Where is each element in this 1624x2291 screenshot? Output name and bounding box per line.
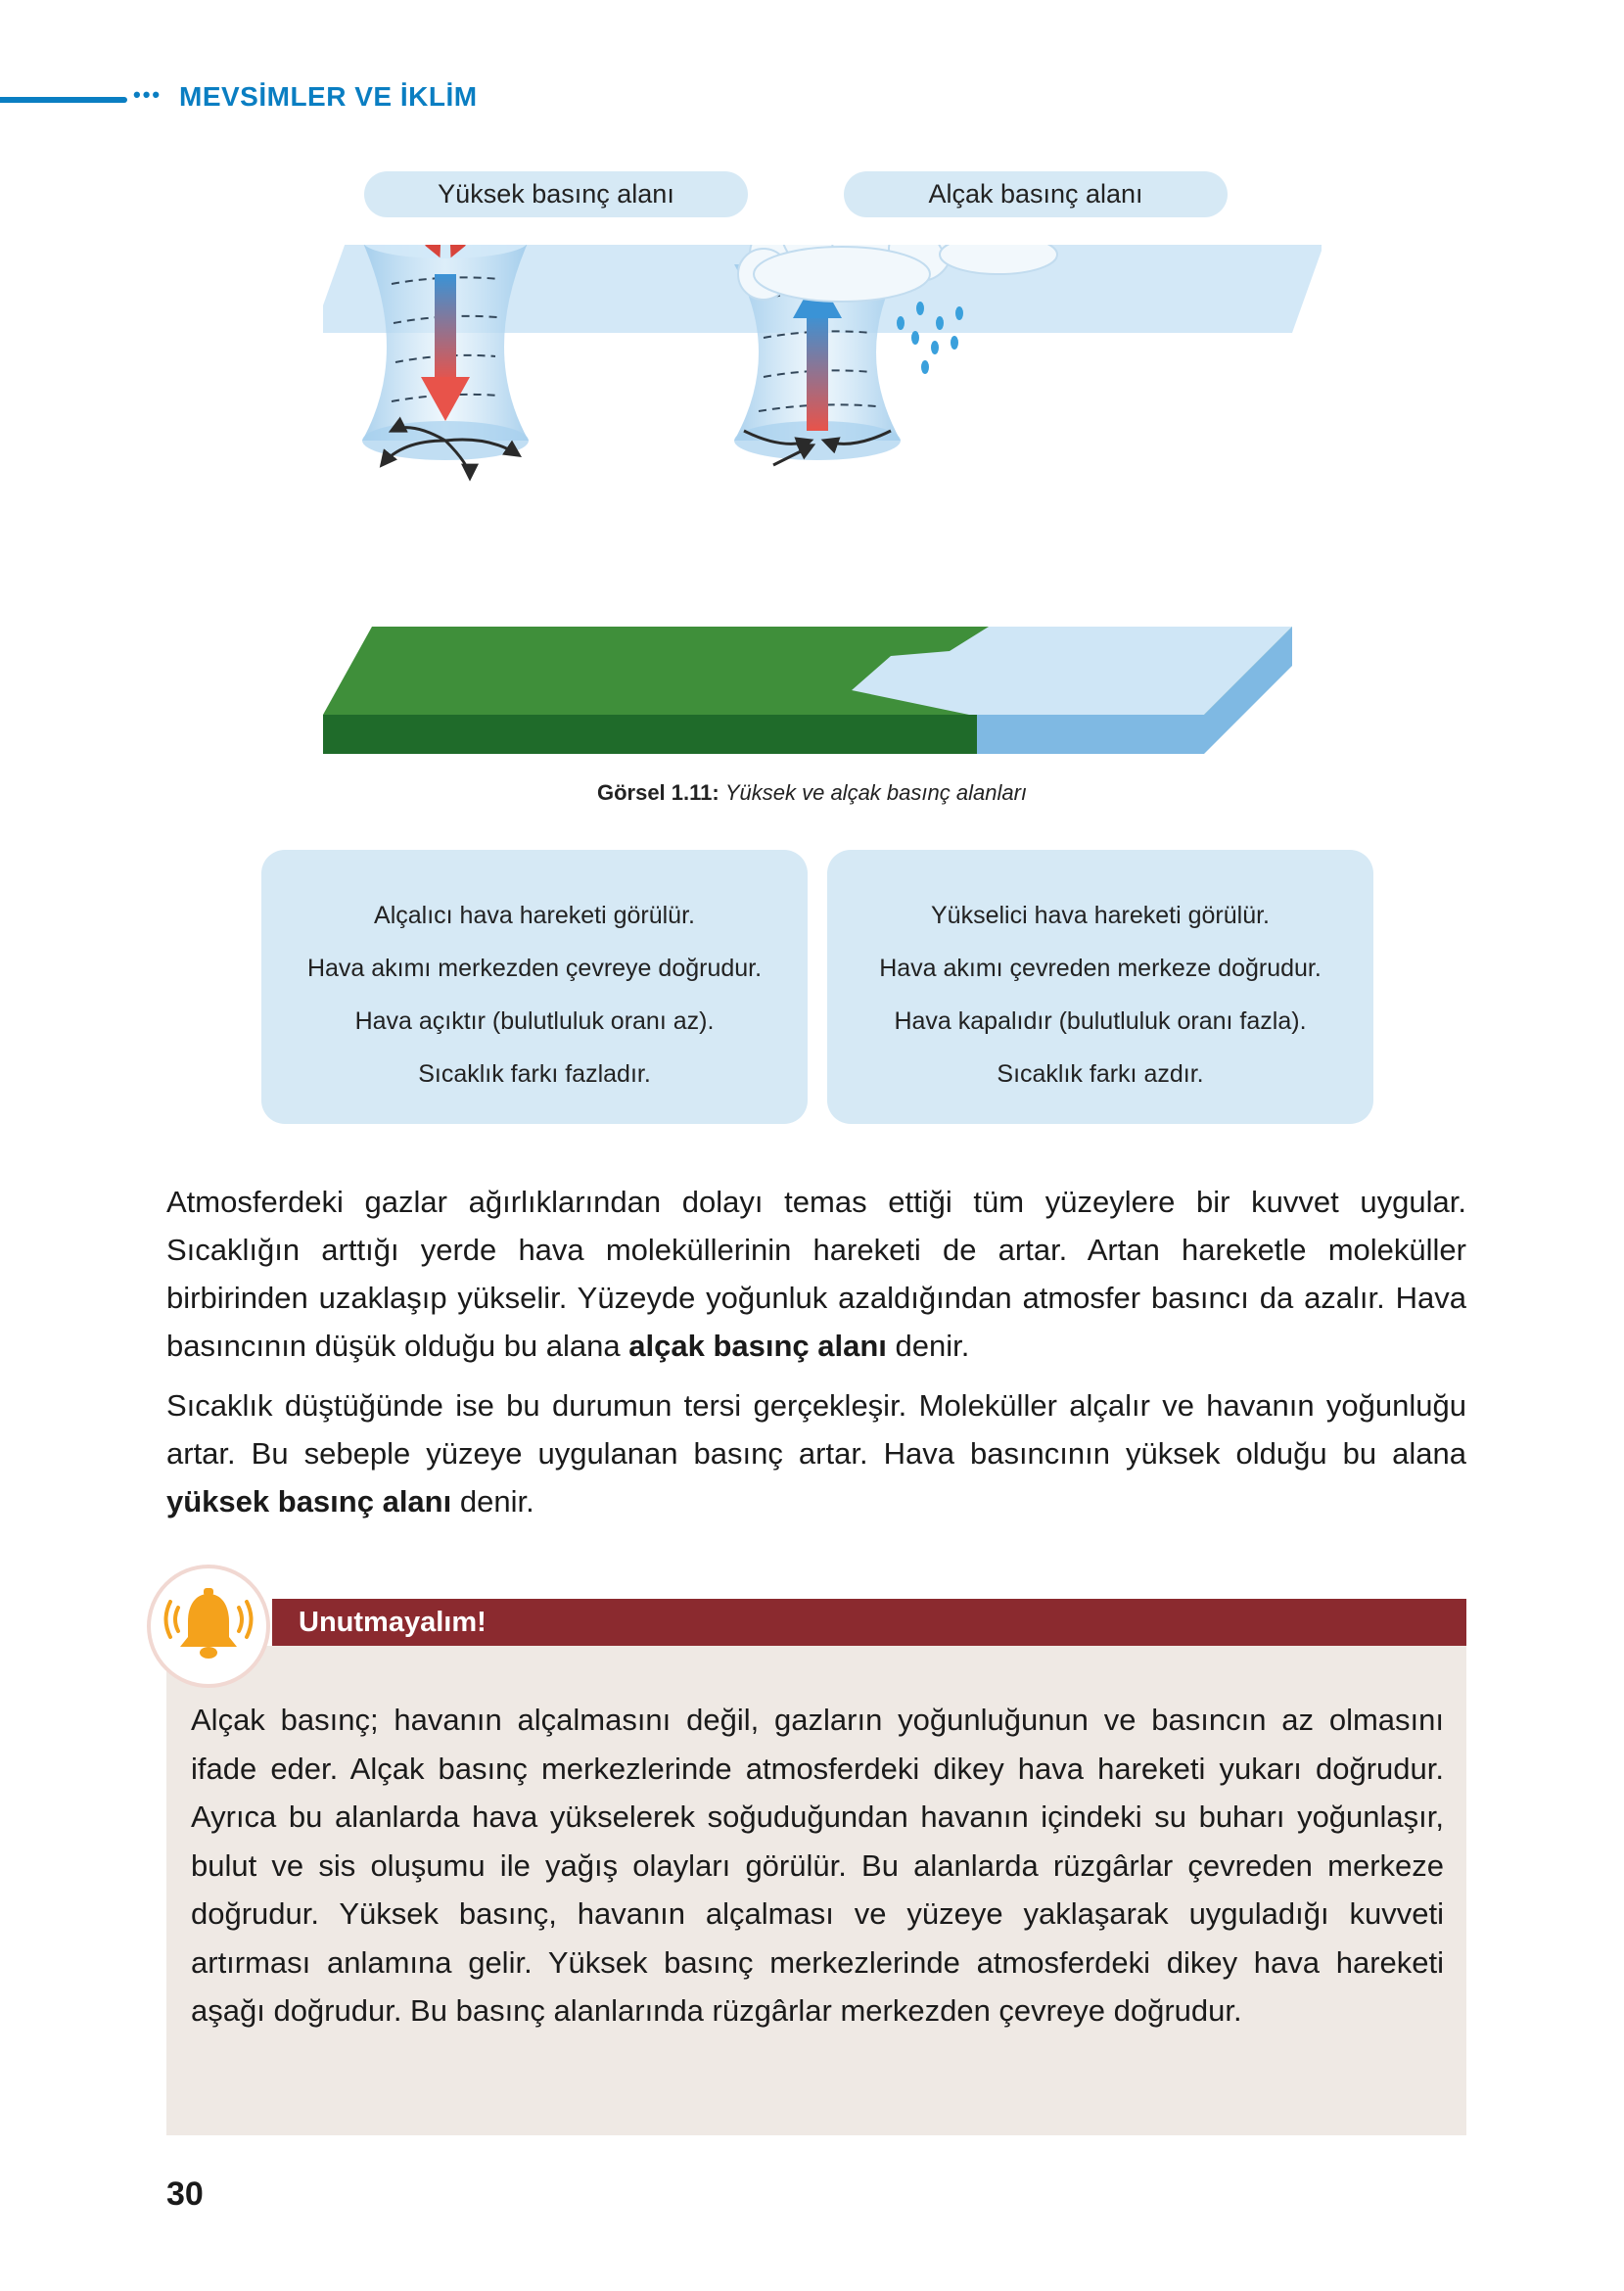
header-rule: [0, 97, 127, 103]
paragraph-text: Sıcaklık düştüğünde ise bu durumun tersi gerçekleşir. Moleküller alçalır ve havanın yoğunluğu artar. Bu sebeple yüzeye uygulanan basınç artar. Hava basıncının yüksek olduğu bu alana: [166, 1388, 1466, 1471]
land-side: [323, 715, 977, 754]
pressure-areas-illustration: [323, 245, 1322, 773]
reminder-title: Unutmayalım!: [299, 1607, 487, 1638]
paragraph-tail: denir.: [459, 1484, 534, 1519]
high-pressure-box: [261, 850, 808, 1124]
figure-caption: [0, 780, 1624, 806]
low-box-line: Hava kapalıdır (bulutluluk oranı fazla).: [894, 1007, 1307, 1035]
low-box-line: Hava akımı çevreden merkeze doğrudur.: [879, 955, 1322, 982]
bell-icon: [147, 1565, 270, 1688]
high-box-line: Alçalıcı hava hareketi görülür.: [374, 902, 695, 929]
term-low-pressure: alçak basınç alanı: [628, 1329, 887, 1363]
reminder-text: Alçak basınç; havanın alçalmasını değil, gazların yoğunluğunun ve basıncın az olmasını ifade eder. Alçak basınç merkezlerinde atmosferdeki dikey hava hareketi yukarı doğrudur. Ayrıca bu alanlarda hava yükselerek soğuduğundan havanın içindeki su buharı yoğunlaşır, bulut ve sis oluşumu ile yağış olayları görülür. Bu alanlarda rüzgârlar çevreden merkeze doğrudur. Yüksek basınç, havanın alçalması ve yüzeye yaklaşarak uyguladığı kuvveti artırması anlamına gelir. Yüksek basınç merkezlerinde atmosferdeki dikey hava hareketi aşağı doğrudur. Bu basınç alanlarında rüzgârlar merkezden çevreye doğrudur.: [191, 1703, 1444, 2028]
low-box-line: Yükselici hava hareketi görülür.: [930, 902, 1271, 929]
high-pressure-label: Yüksek basınç alanı: [364, 171, 748, 217]
paragraph-high-pressure: [166, 1381, 1466, 1525]
term-high-pressure: yüksek basınç alanı: [166, 1484, 452, 1519]
header-dots: •••: [133, 82, 162, 107]
high-box-line: Sıcaklık farkı fazladır.: [418, 1060, 651, 1088]
bell-icon-graphic: [151, 1568, 266, 1684]
page-number: 30: [166, 2175, 204, 2213]
paragraph-low-pressure: [166, 1178, 1466, 1370]
high-pressure-column: [362, 245, 529, 478]
low-box-line: Sıcaklık farkı azdır.: [997, 1060, 1204, 1088]
high-box-line: Hava açıktır (bulutluluk oranı az).: [354, 1007, 715, 1035]
low-pressure-box: [827, 850, 1373, 1124]
low-pressure-label: Alçak basınç alanı: [844, 171, 1228, 217]
high-box-line: Hava akımı merkezden çevreye doğrudur.: [306, 955, 763, 982]
chapter-title: MEVSİMLER VE İKLİM: [179, 81, 478, 112]
caption-text: Yüksek ve alçak basınç alanları: [724, 780, 1028, 805]
paragraph-text: Atmosferdeki gazlar ağırlıklarından dolayı temas ettiği tüm yüzeylere bir kuvvet uygular. Sıcaklığın arttığı yerde hava moleküllerinin hareketi de artar. Artan hareketle moleküller birbirinden uzaklaşıp yükselir. Yüzeyde yoğunluk azaldığından atmosfer basıncı da azalır. Hava basıncının düşük olduğu bu alana: [166, 1185, 1466, 1363]
caption-label: Görsel 1.11:: [596, 780, 719, 805]
paragraph-tail: denir.: [895, 1329, 970, 1363]
